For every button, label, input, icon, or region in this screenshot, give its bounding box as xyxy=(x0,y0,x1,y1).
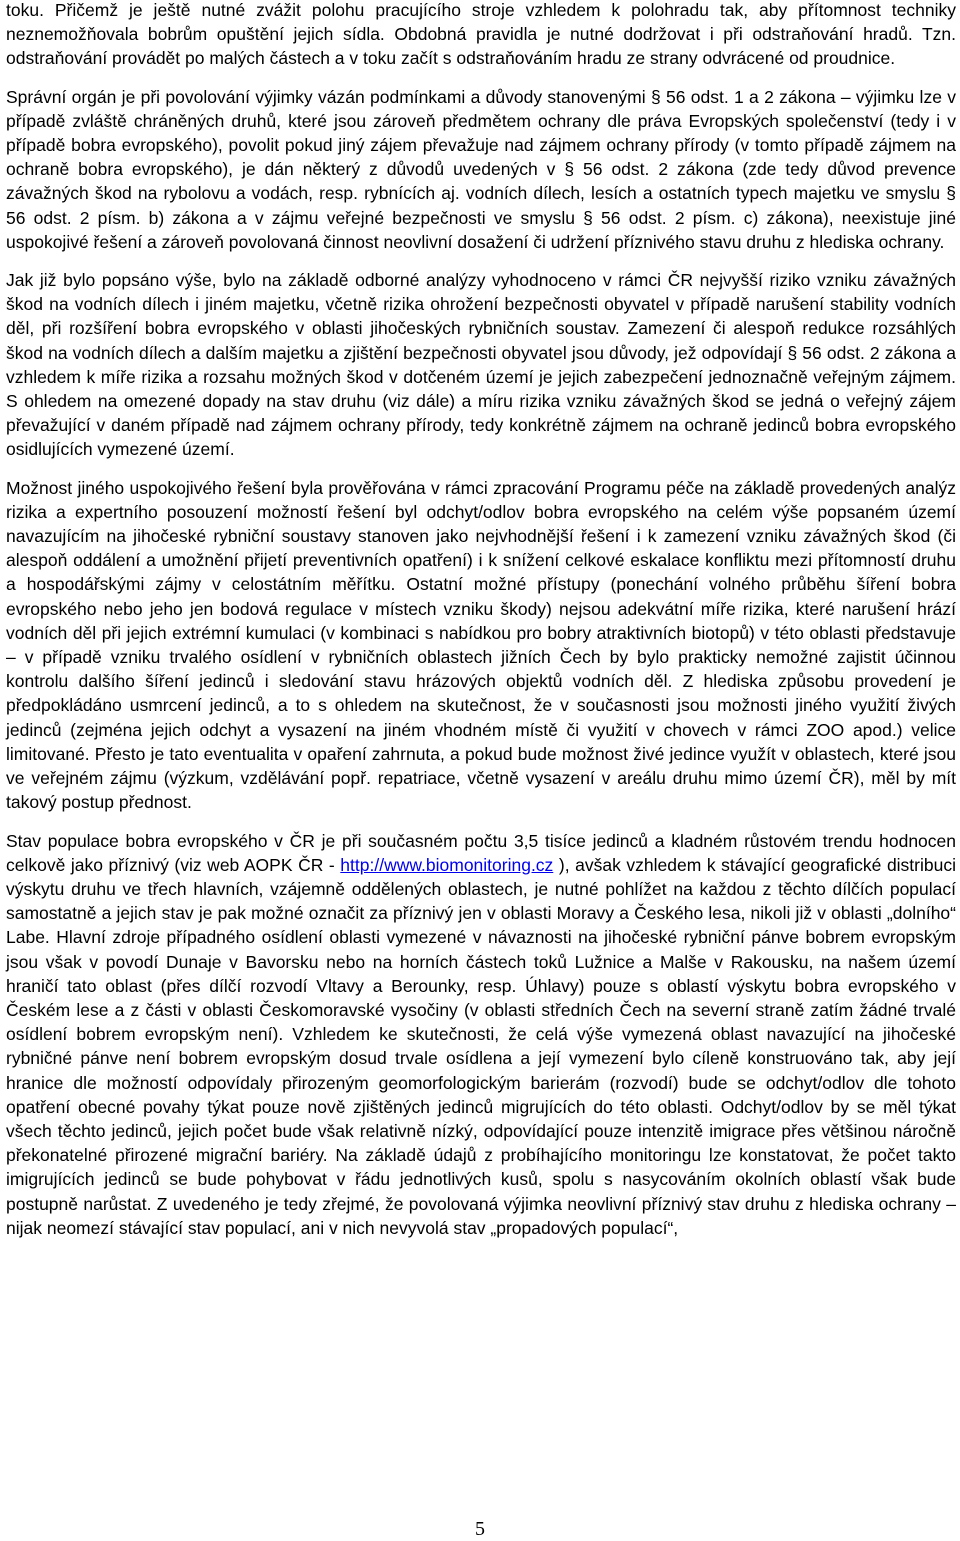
paragraph-public-interest: Jak již bylo popsáno výše, bylo na základě odborné analýzy vyhodnoceno v rámci ČR nejvyšší riziko vzniku závažných škod na vodních dílech i jiném majetku, včetně rizika ohrožení bezpečnosti obyvatel v případě narušení stability vodních děl, při rozšíření bobra evropského v oblasti jihočeských rybničních soustav. Zamezení či alespoň redukce rozsáhlých škod na vodních dílech a dalším majetku a zjištění bezpečnosti obyvatel jsou důvody, jež odpovídají § 56 odst. 2 zákona a vzhledem k míře rizika a rozsahu možných škod v dotčeném území je jejich zabezpečení jednoznačně veřejným zájmem. S ohledem na omezené dopady na stav druhu (viz dále) a míru rizika vzniku závažných škod se jedná o veřejný zájem převažující v daném případě nad zájmem ochrany přírody, tedy konkrétně zájmem na ochraně jedinců bobra evropského osidlujících vymezené území. xyxy=(6,270,956,460)
population-text-after-link: ), avšak vzhledem k stávající geografické distribuci výskytu druhu ve třech hlavních, vzájemně oddělených oblastech, je nutné pohlížet na každou z těchto dílčích populací samostatně a jejich stav je pak možné označit za příznivý jen v oblasti Moravy a Českého lesa, nikoli již v oblasti „dolního“ Labe. Hlavní zdroje případného osídlení oblasti vymezené v návaznosti na jihočeské rybniční pánve bobrem evropským jsou však v povodí Dunaje v Bavorsku nebo na horních částech toků Lužnice a Malše v Rakousku, na našem území hraničí tato oblast (přes dílčí rozvodí Vltavy a Berounky, resp. Úhlavy) pouze s oblastí výskytu bobra evropského v Českém lese a z části v oblasti Českomoravské vysočiny (v oblasti středních Čech na severní straně zatím žádné trvalé osídlení bobrem evropským není). Vzhledem ke skutečnosti, že celá výše vymezená oblast navazující na jihočeské rybničné pánve není bobrem evropským dosud trvale osídlena a její vymezení bylo cíleně konstruováno tak, aby její hranice dle možností odpovídaly přirozeným geomorfologickým barierám (rozvodí) bude se odchyt/odlov dle tohoto opatření obecné povahy týkat pouze nově zjištěných jedinců migrujících do této oblasti. Odchyt/odlov by se měl týkat všech těchto jedinců, jejich počet bude však relativně nízký, odpovídající pouze intenzitě imigrace přes většinou náročně překonatelné přirozené migrační bariéry. Na základě údajů z probíhajícího monitoringu lze konstatovat, že počet takto imigrujících jedinců se bude pohybovat v řádu jednotlivých kusů, spolu s nasycováním okolních oblastí však bude postupně narůstat. Z uvedeného je tedy zřejmé, že povolovaná výjimka neovlivní příznivý stav druhu z hlediska ochrany – nijak neomezí stávající stav populací, ani v nich nevyvolá stav „propadových populací“, xyxy=(6,854,956,1238)
paragraph-alternative-solutions: Možnost jiného uspokojivého řešení byla prověřována v rámci zpracování Programu péče na základě provedených analýz rizika a expertního posouzení možností řešení byl odchyt/odlov bobra evropského na celém výše popsaném území navazujícím na jihočeské rybniční soustavy stanoven jako nejvhodnější řešení i k zamezení vzniku závažných škod (či alespoň oddálení a umožnění přijetí preventivních opatření) i k snížení celkové eskalace konfliktu mezi přítomností druhu a hospodářskými zájmy v celostátním měřítku. Ostatní možné přístupy (ponechání volného průběhu šíření bobra evropského nebo jeho jen bodová regulace v místech vzniku škody) nejsou adekvátní míře rizika, které narušení hrází vodních děl při jejich extrémní kumulaci (v kombinaci s nabídkou pro bobry atraktivních biotopů) v této oblasti představuje – v případě vzniku trvalého osídlení v rybničních oblastech jižních Čech by bylo prakticky nemožné zajistit účinnou kontrolu dalšího šíření jedinců i sledování stavu hrázových objektů vodních děl. Z hlediska způsobu provedení je předpokládáno usmrcení jedinců, a to s ohledem na skutečnost, že v současnosti jsou možnosti jiného využití živých jedinců (zejména jejich odchyt a vysazení na jiném vhodném místě či využití v chovech v rámci ZOO apod.) velice limitované. Přesto je tato eventualita v opaření zahrnuta, a pokud bude možnost živé jedince využít v oblastech, které jsou ve veřejném zájmu (výzkum, vzdělávání popř. repatriace, včetně vysazení v areálu druhu mimo území ČR), měl by mít takový postup přednost. xyxy=(6,477,956,813)
page-number: 5 xyxy=(475,1518,485,1540)
document-page xyxy=(6,0,956,1240)
paragraph-continuation: toku. Přičemž je ještě nutné zvážit polohu pracujícího stroje vzhledem k polohradu tak, aby přítomnost techniky neznemožňovala bobrům opuštění jejich sídla. Obdobná pravidla je nutné dodržovat i při odstraňování hradů. Tzn. odstraňování provádět po malých částech a v toku začít s odstraňováním hradu ze strany odvrácené od proudnice. xyxy=(6,0,956,69)
biomonitoring-link[interactable]: http://www.biomonitoring.cz xyxy=(340,854,554,875)
paragraph-legal-conditions: Správní orgán je při povolování výjimky vázán podmínkami a důvody stanovenými § 56 odst. 1 a 2 zákona – výjimku lze v případě zvláště chráněných druhů, které jsou zároveň předmětem ochrany dle práva Evropských společenství (tedy i v případě bobra evropského), povolit pokud jiný zájem převažuje nad zájmem ochrany přírody (v tomto případě zájmem na ochraně bobra evropského), je dán některý z důvodů uvedených v § 56 odst. 2 zákona (zde tedy důvod prevence závažných škod na rybolovu a vodách, resp. rybnících aj. vodních dílech, lesích a ostatních typech majetku ve smyslu § 56 odst. 2 písm. b) zákona a v zájmu veřejné bezpečnosti ve smyslu § 56 odst. 2 písm. c) zákona), neexistuje jiné uspokojivé řešení a zároveň povolovaná činnost neovlivní dosažení či udržení příznivého stavu druhu z hlediska ochrany. xyxy=(6,86,956,252)
paragraph-population-status xyxy=(6,829,956,1240)
population-text-before-link: Stav populace bobra evropského v ČR je při současném počtu 3,5 tisíce jedinců a kladném růstovém trendu hodnocen celkově jako příznivý (viz web AOPK ČR - xyxy=(6,830,956,875)
